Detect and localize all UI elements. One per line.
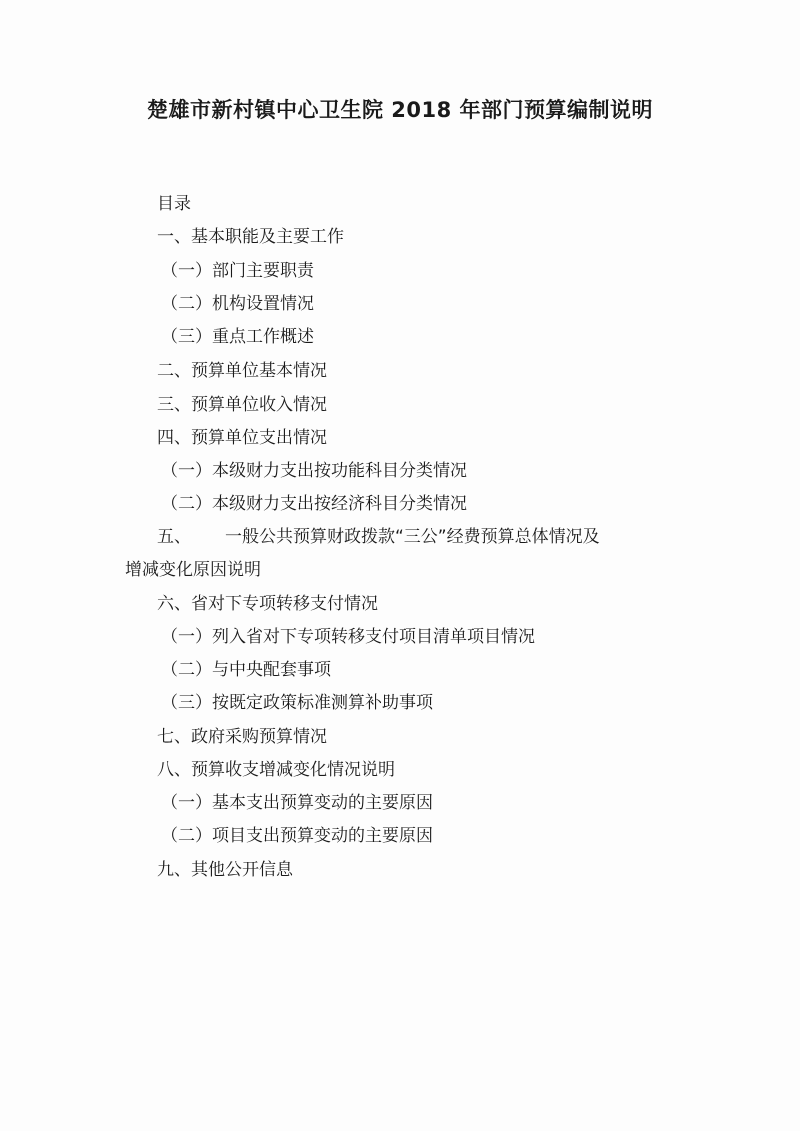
toc-item-6-2: （二）与中央配套事项 bbox=[161, 660, 331, 680]
toc-item-5-marker: 五、 bbox=[157, 527, 191, 547]
toc-item-4-2: （二）本级财力支出按经济科目分类情况 bbox=[161, 494, 467, 514]
toc-item-1-3: （三）重点工作概述 bbox=[161, 327, 314, 347]
toc-item-2: 二、预算单位基本情况 bbox=[157, 361, 327, 381]
toc-item-5-continuation: 增减变化原因说明 bbox=[125, 560, 261, 580]
toc-item-6-1: （一）列入省对下专项转移支付项目清单项目情况 bbox=[161, 627, 535, 647]
toc-item-5 bbox=[157, 526, 600, 548]
toc-item-3: 三、预算单位收入情况 bbox=[157, 395, 327, 415]
document-title: 楚雄市新村镇中心卫生院 2018 年部门预算编制说明 bbox=[146, 98, 654, 122]
toc-item-8: 八、预算收支增减变化情况说明 bbox=[157, 760, 395, 780]
toc-item-1: 一、基本职能及主要工作 bbox=[157, 227, 344, 247]
toc-item-1-2: （二）机构设置情况 bbox=[161, 294, 314, 314]
toc-item-4: 四、预算单位支出情况 bbox=[157, 428, 327, 448]
toc-item-4-1: （一）本级财力支出按功能科目分类情况 bbox=[161, 461, 467, 481]
toc-item-8-1: （一）基本支出预算变动的主要原因 bbox=[161, 793, 433, 813]
toc-item-5-text: 一般公共预算财政拨款“三公”经费预算总体情况及 bbox=[225, 527, 600, 547]
toc-item-7: 七、政府采购预算情况 bbox=[157, 727, 327, 747]
toc-item-6-3: （三）按既定政策标准测算补助事项 bbox=[161, 693, 433, 713]
toc-item-1-1: （一）部门主要职责 bbox=[161, 261, 314, 281]
toc-item-6: 六、省对下专项转移支付情况 bbox=[157, 594, 378, 614]
toc-item-9: 九、其他公开信息 bbox=[157, 860, 293, 880]
toc-item-8-2: （二）项目支出预算变动的主要原因 bbox=[161, 826, 433, 846]
toc-heading: 目录 bbox=[157, 194, 191, 214]
